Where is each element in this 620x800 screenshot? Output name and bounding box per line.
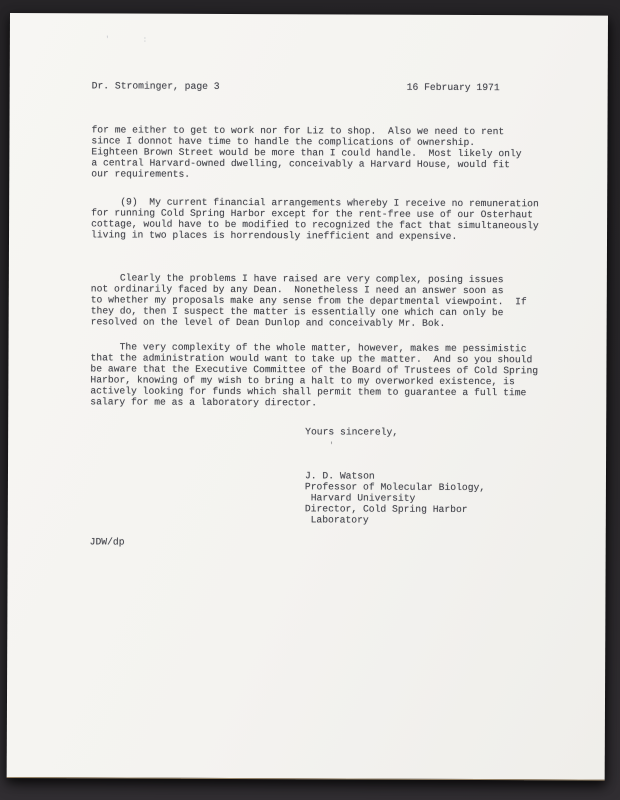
signature-block: J. D. Watson Professor of Molecular Biology, Harvard University Director, Cold Spring Harbor Laboratory [304,470,486,526]
paragraph-problems-complex: Clearly the problems I have raised are very complex, posing issues not ordinarily faced by any Dean. Nonetheless I need an answer soon as to whether my proposals make any sense from the departmental viewpoint. If they do, then I suspect the matter is essentially one which can only be resolved on the level of Dean Dunlop and conceivably Mr. Bok. [90,272,527,329]
stray-apostrophe-mark: ' [329,441,334,451]
date-line: 16 February 1971 [406,81,500,94]
paragraph-housing: for me either to get to work nor for Liz to shop. Also we need to rent since I donnot have time to handle the complications of ownership. Eighteen Brown Street would be more than I could handle. Most likely only a central Harvard-owned dwelling, conceivably a Harvard House, would fit our requirements. [91,124,522,180]
pencil-marks: ' : [104,35,162,45]
letter-page [7,13,608,781]
paragraph-financial-arrangements: (9) My current financial arrangements whereby I receive no remuneration for running Cold Spring Harbor except for the rent-free use of our Osterhaut cottage, would have to be modified to recognized the fact that simultaneously living in two places is horrendously inefficient and expensive. [91,196,539,242]
paragraph-executive-committee: The very complexity of the whole matter, however, makes me pessimistic that the administration would want to take up the matter. And so you should be aware that the Executive Committee of the Board of Trustees of Cold Spring Harbor, knowing of my wish to bring a halt to my overworked existence, is actively looking for funds which shall permit them to guarantee a full time salary for me as a laboratory director. [90,341,539,408]
recipient-page-line: Dr. Strominger, page 3 [91,80,220,92]
closing-salutation: Yours sincerely, [305,426,399,438]
typist-initials: JDW/dp [89,536,125,548]
